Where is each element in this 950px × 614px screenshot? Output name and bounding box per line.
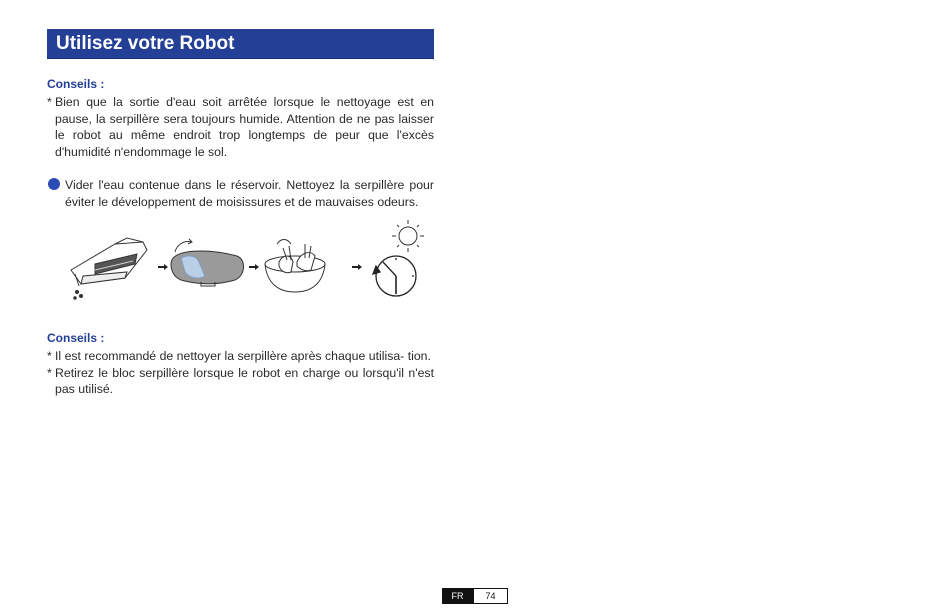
- arrow-right-icon: [352, 264, 362, 270]
- tips-section-1: [47, 76, 434, 160]
- language-badge: FR: [442, 588, 473, 604]
- arrow-right-icon: [249, 264, 259, 270]
- cleaning-step: [47, 177, 434, 210]
- tip-note: [47, 348, 434, 365]
- tips-heading: Conseils :: [47, 77, 105, 91]
- note-marker: *: [47, 95, 52, 109]
- step-text: Vider l'eau contenue dans le réservoir. Nettoyez la serpillère pour éviter le développement de moisissures et de mauvaises odeurs.: [65, 178, 434, 209]
- clock-icon: [373, 256, 416, 296]
- page-number: 74: [473, 588, 508, 604]
- bullet-dot-icon: [48, 178, 60, 190]
- mop-pad-icon: [171, 239, 244, 286]
- tip-note-text: Retirez le bloc serpillère lorsque le robot en charge ou lorsqu'il n'est pas utilisé.: [55, 365, 434, 397]
- note-marker: *: [47, 349, 52, 363]
- tip-note: [47, 94, 434, 160]
- tip-note: [47, 365, 434, 398]
- sun-drying-icon: [392, 220, 424, 252]
- arrow-right-icon: [158, 264, 168, 270]
- hand-washing-icon: [265, 240, 325, 293]
- tip-note-text: Bien que la sortie d'eau soit arrêtée lorsque le nettoyage est en pause, la serpillère sera toujours humide. Attention de ne pas laisser le robot au même endroit trop longtemps de peur que l'excès d'humidité n'endommage le sol.: [55, 95, 434, 159]
- step-bullet-item: [47, 177, 434, 210]
- note-marker: *: [47, 365, 52, 380]
- cleaning-illustration: [65, 214, 435, 306]
- page-footer: [442, 588, 508, 604]
- page-title: Utilisez votre Robot: [47, 29, 434, 59]
- water-tank-icon: [71, 238, 147, 299]
- tips-heading: Conseils :: [47, 331, 105, 345]
- tips-section-2: [47, 330, 434, 398]
- tip-note-text: Il est recommandé de nettoyer la serpillère après chaque utilisa- tion.: [55, 349, 431, 363]
